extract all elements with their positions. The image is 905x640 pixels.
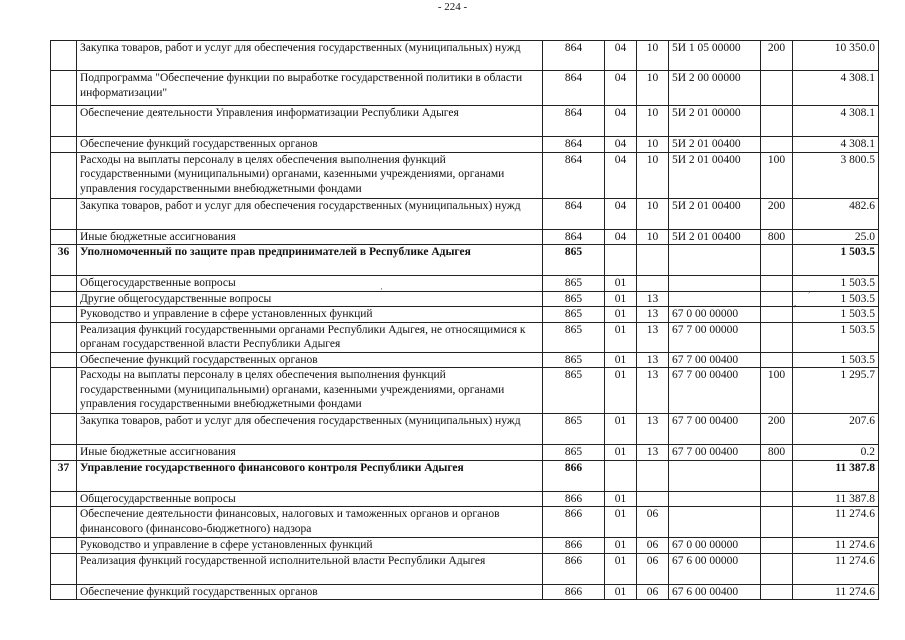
row-pr: 13 [637,322,669,352]
row-vr [761,106,793,137]
row-vr [761,71,793,106]
row-ved: 865 [543,245,605,276]
table-row [51,368,879,414]
row-ved: 864 [543,137,605,153]
table-row [51,41,879,71]
table-row [51,491,879,507]
row-vr [761,322,793,352]
table-row [51,198,879,229]
row-number [51,491,77,507]
row-rz: 01 [605,322,637,352]
row-rz: 01 [605,291,637,307]
row-pr: 10 [637,71,669,106]
row-name: Обеспечение деятельности Управления информатизации Республики Адыгея [77,106,543,137]
row-vr: 200 [761,414,793,445]
table-row [51,352,879,368]
row-rz: 04 [605,152,637,198]
row-name: Реализация функций государственными органами Республики Адыгея, не относящимися к органам государственной власти Республики Адыгея [77,322,543,352]
row-pr [637,460,669,491]
row-sum: 11 387.8 [793,491,879,507]
scan-mark: · [380,284,383,294]
row-sum: 25.0 [793,229,879,245]
row-rz: 01 [605,445,637,461]
row-number [51,198,77,229]
row-ved: 865 [543,291,605,307]
row-ved: 864 [543,198,605,229]
row-name: Общегосударственные вопросы [77,276,543,292]
row-number [51,322,77,352]
row-pr: 10 [637,152,669,198]
row-name: Иные бюджетные ассигнования [77,445,543,461]
table-row [51,291,879,307]
row-csr: 5И 2 01 00400 [669,229,761,245]
row-csr: 67 7 00 00400 [669,414,761,445]
row-name: Уполномоченный по защите прав предпринимателей в Республике Адыгея [77,245,543,276]
row-vr [761,245,793,276]
row-vr [761,307,793,323]
row-sum: 1 503.5 [793,322,879,352]
row-csr: 67 7 00 00400 [669,445,761,461]
row-csr: 5И 1 05 00000 [669,41,761,71]
row-ved: 866 [543,460,605,491]
row-pr: 13 [637,414,669,445]
row-vr [761,276,793,292]
row-ved: 866 [543,507,605,538]
row-name: Другие общегосударственные вопросы [77,291,543,307]
table-row [51,276,879,292]
row-number: 37 [51,460,77,491]
row-sum: 4 308.1 [793,106,879,137]
scan-mark: , [808,284,811,294]
row-sum: 0.2 [793,445,879,461]
row-number [51,307,77,323]
row-csr: 67 7 00 00400 [669,352,761,368]
row-rz: 01 [605,414,637,445]
row-vr [761,553,793,584]
row-ved: 865 [543,307,605,323]
row-vr: 200 [761,198,793,229]
row-pr: 13 [637,445,669,461]
row-name: Расходы на выплаты персоналу в целях обеспечения выполнения функций государственными (муниципальными) органами, казенными учреждениями, органами управления государственными внебюджетными фондами [77,152,543,198]
row-sum: 4 308.1 [793,137,879,153]
row-vr [761,137,793,153]
row-vr [761,507,793,538]
row-pr: 10 [637,229,669,245]
row-ved: 864 [543,41,605,71]
table-row [51,152,879,198]
row-pr [637,491,669,507]
row-rz: 01 [605,352,637,368]
table-row [51,507,879,538]
row-pr: 10 [637,41,669,71]
row-number [51,445,77,461]
row-number [51,229,77,245]
row-ved: 866 [543,491,605,507]
row-pr: 13 [637,368,669,414]
table-row [51,106,879,137]
row-number [51,507,77,538]
table-row [51,553,879,584]
row-ved: 866 [543,538,605,554]
row-rz: 04 [605,71,637,106]
row-vr [761,352,793,368]
row-ved: 865 [543,322,605,352]
row-sum: 11 387.8 [793,460,879,491]
row-rz: 01 [605,507,637,538]
row-rz: 01 [605,307,637,323]
row-name: Иные бюджетные ассигнования [77,229,543,245]
row-rz: 01 [605,538,637,554]
row-number [51,584,77,600]
row-pr [637,245,669,276]
row-number: 36 [51,245,77,276]
row-csr: 67 0 00 00000 [669,307,761,323]
row-vr [761,538,793,554]
row-pr: 13 [637,307,669,323]
row-number [51,152,77,198]
row-csr: 67 0 00 00000 [669,538,761,554]
row-csr [669,460,761,491]
row-csr [669,291,761,307]
row-vr [761,491,793,507]
row-rz: 04 [605,106,637,137]
row-pr: 10 [637,198,669,229]
table-row [51,245,879,276]
row-csr: 5И 2 01 00400 [669,198,761,229]
row-rz [605,245,637,276]
row-sum: 4 308.1 [793,71,879,106]
row-csr: 5И 2 01 00400 [669,137,761,153]
row-rz: 01 [605,491,637,507]
row-name: Обеспечение функций государственных органов [77,584,543,600]
page-number: - 224 - [437,1,468,13]
table-row [51,307,879,323]
row-csr: 5И 2 00 00000 [669,71,761,106]
row-ved: 866 [543,584,605,600]
row-number [51,368,77,414]
row-name: Обеспечение функций государственных органов [77,352,543,368]
row-number [51,71,77,106]
row-pr: 06 [637,507,669,538]
row-ved: 865 [543,352,605,368]
row-pr: 13 [637,291,669,307]
row-sum: 1 295.7 [793,368,879,414]
row-sum: 11 274.6 [793,538,879,554]
table-row [51,584,879,600]
row-name: Обеспечение деятельности финансовых, налоговых и таможенных органов и органов финансового (финансово-бюджетного) надзора [77,507,543,538]
row-pr: 10 [637,137,669,153]
table-row [51,229,879,245]
row-vr: 100 [761,152,793,198]
table-row [51,137,879,153]
row-rz: 01 [605,368,637,414]
row-csr: 67 6 00 00400 [669,584,761,600]
row-ved: 865 [543,414,605,445]
row-name: Расходы на выплаты персоналу в целях обеспечения выполнения функций государственными (муниципальными) органами, казенными учреждениями, органами управления государственными внебюджетными фондами [77,368,543,414]
row-name: Руководство и управление в сфере установленных функций [77,307,543,323]
row-pr: 06 [637,553,669,584]
row-vr [761,291,793,307]
row-sum: 11 274.6 [793,553,879,584]
row-name: Общегосударственные вопросы [77,491,543,507]
row-number [51,276,77,292]
row-vr: 800 [761,229,793,245]
row-sum: 207.6 [793,414,879,445]
row-sum: 1 503.5 [793,245,879,276]
row-ved: 865 [543,445,605,461]
row-rz: 04 [605,41,637,71]
table-row [51,460,879,491]
row-rz: 01 [605,553,637,584]
row-sum: 3 800.5 [793,152,879,198]
row-ved: 865 [543,368,605,414]
row-ved: 864 [543,106,605,137]
row-rz: 04 [605,198,637,229]
row-sum: 482.6 [793,198,879,229]
row-csr: 5И 2 01 00400 [669,152,761,198]
row-number [51,106,77,137]
row-sum: 10 350.0 [793,41,879,71]
budget-table [50,40,879,600]
row-name: Руководство и управление в сфере установленных функций [77,538,543,554]
row-number [51,291,77,307]
row-name: Закупка товаров, работ и услуг для обеспечения государственных (муниципальных) нужд [77,414,543,445]
row-sum: 1 503.5 [793,276,879,292]
scan-mark: , [794,298,797,308]
row-name: Обеспечение функций государственных органов [77,137,543,153]
row-vr: 800 [761,445,793,461]
row-rz: 01 [605,276,637,292]
row-csr [669,245,761,276]
row-csr: 67 7 00 00400 [669,368,761,414]
table-row [51,322,879,352]
row-vr [761,460,793,491]
row-csr: 67 6 00 00000 [669,553,761,584]
table-row [51,538,879,554]
row-pr [637,276,669,292]
row-name: Управление государственного финансового контроля Республики Адыгея [77,460,543,491]
row-number [51,414,77,445]
table-row [51,445,879,461]
row-number [51,137,77,153]
row-ved: 864 [543,71,605,106]
row-ved: 865 [543,276,605,292]
row-pr: 06 [637,584,669,600]
row-csr: 67 7 00 00000 [669,322,761,352]
row-sum: 1 503.5 [793,352,879,368]
row-sum: 1 503.5 [793,307,879,323]
table-row [51,414,879,445]
row-csr [669,276,761,292]
row-sum: 1 503.5 [793,291,879,307]
row-name: Закупка товаров, работ и услуг для обеспечения государственных (муниципальных) нужд [77,41,543,71]
row-pr: 13 [637,352,669,368]
row-rz [605,460,637,491]
row-name: Закупка товаров, работ и услуг для обеспечения государственных (муниципальных) нужд [77,198,543,229]
row-ved: 866 [543,553,605,584]
row-vr [761,584,793,600]
row-rz: 04 [605,137,637,153]
row-csr [669,507,761,538]
row-name: Подпрограмма "Обеспечение функции по выработке государственной политики в области информатизации" [77,71,543,106]
row-rz: 04 [605,229,637,245]
row-csr: 5И 2 01 00000 [669,106,761,137]
row-vr: 100 [761,368,793,414]
row-pr: 10 [637,106,669,137]
table-row [51,71,879,106]
row-name: Реализация функций государственной исполнительной власти Республики Адыгея [77,553,543,584]
row-number [51,41,77,71]
row-sum: 11 274.6 [793,584,879,600]
row-vr: 200 [761,41,793,71]
row-ved: 864 [543,152,605,198]
row-csr [669,491,761,507]
row-pr: 06 [637,538,669,554]
row-number [51,538,77,554]
row-ved: 864 [543,229,605,245]
row-rz: 01 [605,584,637,600]
row-number [51,352,77,368]
row-number [51,553,77,584]
row-sum: 11 274.6 [793,507,879,538]
